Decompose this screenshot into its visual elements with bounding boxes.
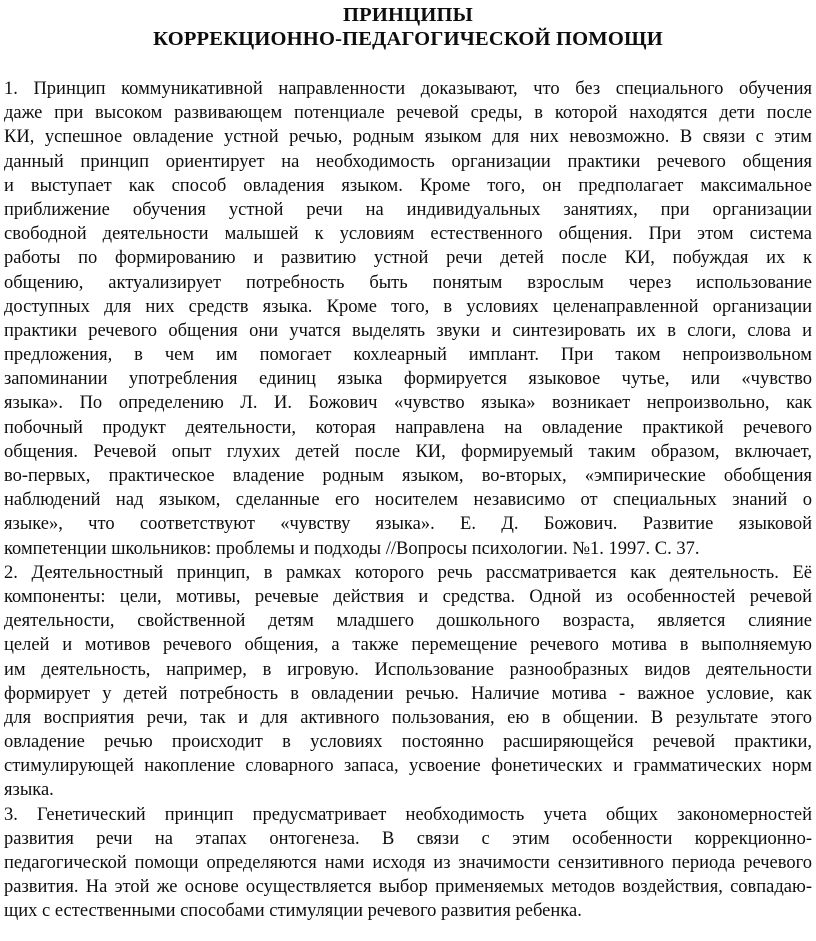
text-line: им деятельность, например, в игровую. Использование разнообразных видов деятельности — [4, 659, 812, 680]
text-line: формирует у детей потребность в овладении речью. Наличие мотива - важное условие, как — [4, 683, 812, 704]
text-line: и выступает как способ овладения языком. Кроме того, он предполагает максимальное — [4, 175, 812, 196]
text-line: 3. Генетический принцип предусматривает необходимость учета общих закономерностей — [4, 804, 812, 825]
text-line: развития речи на этапах онтогенеза. В связи с этим особенности коррекционно- — [4, 828, 812, 849]
text-line: компетенции школьников: проблемы и подходы //Вопросы психологии. №1. 1997. С. 37. — [4, 538, 700, 559]
paragraph — [4, 77, 812, 561]
text-line: развития. На этой же основе осуществляется выбор применяемых методов воздействия, совпадаю- — [4, 877, 812, 898]
text-line: языке», что соответствуют «чувству языка». Е. Д. Божович. Развитие языковой — [4, 514, 812, 535]
text-line: даже при высоком развивающем потенциале речевой среды, в которой находятся дети после — [4, 103, 812, 124]
text-line: щих с естественными способами стимуляции речевого развития ребенка. — [4, 901, 582, 922]
text-line: свободной деятельности малышей к условиям естественного общения. При этом система — [4, 224, 812, 245]
text-line: практики речевого общения они учатся выделять звуки и синтезировать их в слоги, слова и — [4, 320, 812, 341]
text-line: запоминании употребления единиц языка формируется языковое чутье, или «чувство — [4, 369, 812, 390]
text-line: общению, актуализирует потребность быть понятым взрослым через использование — [4, 272, 812, 293]
text-line: овладение речью происходит в условиях постоянно расширяющейся речевой практики, — [4, 732, 812, 753]
text-line: для восприятия речи, так и для активного пользования, ею в общении. В результате этого — [4, 707, 812, 728]
text-line: наблюдений над языком, сделанные его носителем независимо от специальных знаний о — [4, 490, 812, 511]
text-line: доступных для них средств языка. Кроме того, в условиях целенаправленной организации — [4, 296, 812, 317]
text-line: приближение обучения устной речи на индивидуальных занятиях, при организации — [4, 199, 812, 220]
text-line: общения. Речевой опыт глухих детей после КИ, формируемый таким образом, включает, — [4, 441, 812, 462]
text-line: целей и мотивов речевого общения, а также перемещение речевого мотива в выполняемую — [4, 635, 812, 656]
text-line: языка». По определению Л. И. Божович «чувство языка» возникает непроизвольно, как — [4, 393, 812, 414]
title-line-2: КОРРЕКЦИОННО-ПЕДАГОГИЧЕСКОЙ ПОМОЩИ — [153, 28, 663, 50]
document-title — [4, 3, 812, 51]
text-line: предложения, в чем им помогает кохлеарный имплант. При таком непроизвольном — [4, 345, 812, 366]
paragraph — [4, 561, 812, 803]
text-line: КИ, успешное овладение устной речью, родным языком для них невозможно. В связи с этим — [4, 127, 812, 148]
document-body — [4, 77, 812, 924]
text-line: компоненты: цели, мотивы, речевые действия и средства. Одной из особенностей речевой — [4, 586, 812, 607]
text-line: деятельности, свойственной детям младшего дошкольного возраста, является слияние — [4, 611, 812, 632]
text-line: 2. Деятельностный принцип, в рамках которого речь рассматривается как деятельность. Её — [4, 562, 812, 583]
paragraph — [4, 803, 812, 924]
text-line: 1. Принцип коммуникативной направленности доказывают, что без специального обучения — [4, 79, 812, 99]
text-line: педагогической помощи определяются нами исходя из значимости сензитивного периода речевого — [4, 853, 812, 873]
text-line: работы по формированию и развитию устной речи детей после КИ, побуждая их к — [4, 248, 812, 269]
text-line: во-первых, практическое владение родным языком, во-вторых, «эмпирические обобщения — [4, 466, 812, 486]
text-line: данный принцип ориентирует на необходимость организации практики речевого общения — [4, 151, 812, 172]
text-line: стимулирующей накопление словарного запаса, усвоение фонетических и грамматических норм — [4, 756, 812, 777]
text-line: побочный продукт деятельности, которая направлена на овладение практикой речевого — [4, 417, 812, 438]
text-line: языка. — [4, 780, 54, 801]
title-line-1: ПРИНЦИПЫ — [343, 4, 473, 26]
